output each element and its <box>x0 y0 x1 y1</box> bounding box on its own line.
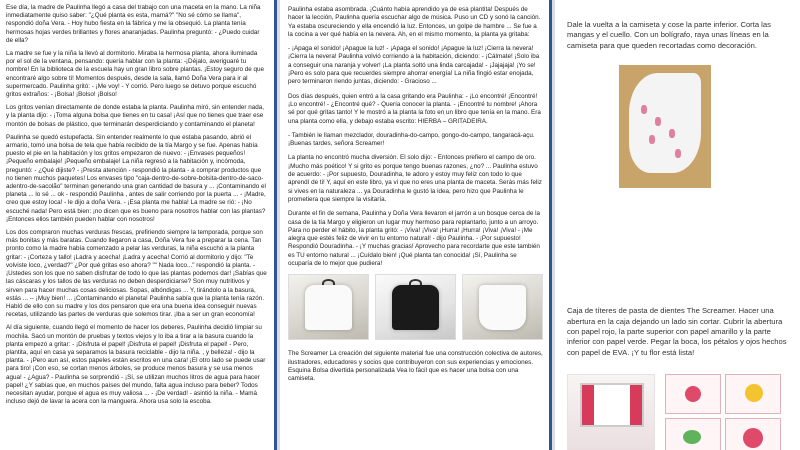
puppet-box-steps-diagram <box>665 374 783 450</box>
story-paragraph: Los gritos venían directamente de donde estaba la planta. Paulinha miró, sin entender nada, y la planta dijo: - ¡Toma alguna bolsa que tienes en tu casa! ¡Así que no tienes que traer ese montón de bolsas de plástico, que terminarán desperdiciando y contaminando el planeta! <box>6 104 264 128</box>
story-paragraph: Los dos compraron muchas verduras frescas, prefiriendo siempre la temporada, porque son más bonitas y más baratas. Cuando llegaron a casa, Doña Vera fue a preparar la cena. Tan pronto como la madre había comenzado a pelar las verduras, la niña escuchó a la planta gritar: - ¡Corteza y tallo! ¡Ladra y acecha! ¡Ladra y acecha! Corrió al dormitorio y dijo: "Te volviste loco, ¿verdad?" ¿Por qué gritas eso ahora? "" Nada loco..." respondió la planta. - ¡Ustedes son los que no saben disfrutar de todo lo que las plantas podemos dar! ¡Sabías que las cáscaras y los tallos de las verduras no deben desperdiciarse? Son muy nutritivos y sirven para hacer muchas cosas deliciosas. Sopas, albóndigas ... Y, tirándolo a la basura, estás ... -- ¡Muy bien! ... ¡Contaminando el planeta! Paulinha sabía que la planta tenía razón. Habló de ello con su madre y los dos pensaron que era una buena idea conseguir nuevas recetas, utilizando las partes de verduras que solemos tirar. ¡Iba a ser un gran economía! <box>6 229 267 319</box>
puppet-box-images <box>567 374 790 450</box>
tshirt-photo-black <box>375 274 456 340</box>
story-column-middle <box>280 0 552 450</box>
story-paragraph: Paulinha estaba asombrada. ¡Cuánto había aprendido ya de esa plantita! Después de hacer la lección, Paulinha quería escuchar algo de música. Puso un CD y sonó la canción. Ya estaba oscureciendo y ella encendió la luz. Entonces, un golpe de hambre ... Se fue a la cocina a ver qué había en la nevera. Ah, en el mismo momento, la planta ya gritaba: <box>288 6 541 38</box>
story-paragraph: Ese día, la madre de Paulinha llegó a casa del trabajo con una maceta en la mano. La niña inmediatamente quiso saber: "¿Qué planta es esta, mamá?" "No sé cómo se llama", respondió doña Vera. - Hoy hubo fiesta en la fábrica y me la obsequió. La planta tenía hermosas hojas verdes brillantes y flores anaranjadas. Paulinha preguntó: - ¿Puedo cuidar de ella? <box>6 4 261 44</box>
puppet-box-photo <box>567 374 655 450</box>
tshirt-bag-photo <box>619 65 711 188</box>
story-paragraph: - También le llaman mezclador, douradinha-do-campo, gongo-do-campo, tangaracá-açu. ¡Buenas tardes, señora Screamer! <box>288 131 535 148</box>
story-paragraph: La madre se fue y la niña la llevó al dormitorio. Miraba la hermosa planta, ahora iluminada por el sol de la ventana, pensando: quería hablar con la planta: -¡Déjalo, averiguaré tu nombre! En la biblioteca de la escuela hay un gran libro sobre plantas. ¡Estoy seguro de que encontraré algo sobre ti! Momentos después, desde la sala, llamó Doña Vera para ir al supermercado. Paulinha gritó: - ¡Me voy! - Y corrió. Pero luego se detuvo porque escuchó gritos extraños: - ¡Bolsa! ¡Bolso! ¡Bolso! <box>6 50 264 99</box>
story-paragraph: Paulinha se quedó estupefacta. Sin entender realmente lo que estaba pasando, abrió el armario, tomó una bolsa de tela que había recibido de la tía Margo y se fue. Apenas había puesto el pie en la habitación y los gritos empezaron de nuevo: - ¡Envases pequeños! ¡Pequeño embalaje! ¡Pequeño embalaje! La niña regresó a la habitación y, incómoda, preguntó: - ¿Qué dijiste? - ¡Presta atención - respondió la planta - a comprar productos que no tienen muchos paquetes! Los envases tipo "caja-dentro-de-sobre-bolsita-dentro-de-saco-adentro-de-sacolão" terminan generando una gran cantidad de basura y ... ¡Contaminando el planeta ... lo sé ... ok - respondió Paulinha , antes de salir corriendo por la puerta ... - ¡Madre, creo que estoy loca! - le dijo a doña Vera. - ¡Esa planta me habla! La madre se rió: - ¡No escuché nada! Pero está bien: ¡no dicen que es bueno para nosotros hablar con las plantas? ¡Entonces ellos también pueden hablar con nosotros! <box>6 133 266 223</box>
story-paragraph: - ¡Apaga el sonido! ¡Apague la luz! - ¡Apaga el sonido! ¡Apague la luz! ¡Cierra la nevera! ¡Cierra la nevera! Paulinha volvió corriendo a la habitación, diciendo: - ¡Cálmate! ¡Solo iba a conseguir una naranja y volver! ¡La planta soltó una linda carcajada! - ¡Jajajaja! ¡Yo se! ¡Pero es solo para que recuerdes siempre ahorrar energía! La niña fingió estar enojada, pero terminaron riendo juntas, diciendo: - Gracioso ... <box>288 45 540 86</box>
story-paragraph: La planta no encontró mucha diversión. El solo dijo: - Entonces prefiero el campo de oro. ¡Mucho más poético! Y si grito es porque tengo buenas razones, ¿no? ... Paulinha estuvo de acuerdo: - ¡Por supuesto, Douradinha, te adoro y estoy muy feliz con todo lo que aprendí de ti! Y, aquí en este libro, ya vi que no eres una planta de maceta. Serás más feliz si vives en la naturaleza ... ya Douradinha le gustó la idea, pero hizo que Paulinha le prometiera que siempre la visitaría. <box>288 154 542 203</box>
story-column-left <box>0 0 277 450</box>
story-paragraph: Dos días después, quien entró a la casa gritando era Paulinha: - ¡Lo encontré! ¡Encontré! ¡Lo encontré! - ¿Encontré qué? - Quería conocer la planta. - ¡Encontré tu nombre! ¡Ahora sé por qué gritas tanto! Y le mostró a la planta la foto en un libro que tenía en la mano. Era una planta como ella, y debajo estaba escrito: HIERBA – GRITADEIRA. <box>288 92 541 125</box>
puppet-box-instructions: Caja de títeres de pasta de dientes The Screamer. Hacer una abertura en la caja dejando un lado sin cortar. Cubrir la abertura con papel rojo, la parte superior con papel amarillo y la parte inferior con papel verde. Pegar la boca, los pétalos y ojos hechos con papel de EVA. ¡Y tu flor está lista! <box>567 306 787 357</box>
tshirt-bag-photos <box>288 274 543 340</box>
tshirt-instructions: Dale la vuelta a la camiseta y cose la parte inferior. Corta las mangas y el cuello. Con un bolígrafo, raya unas líneas en la camiseta para que queden recortadas como decoración. <box>567 20 771 50</box>
story-paragraph: Durante el fin de semana, Paulinha y Doña Vera llevaron el jarrón a un bosque cerca de la casa de la tía Margo y eligieron un lugar muy hermoso para replantarlo, junto a un arroyo. Para no perder el hábito, la planta gritó: - ¡Viva! ¡Viva! ¡Hurra! ¡Hurra! ¡Viva! ¡Viva! - ¡Me alegra que estés feliz de vivir en tu entorno natural! - dijo Paulinha. - ¡Por supuesto! Respondió Douradinha. - ¡Y muchas gracias! Aprovecho para recordarte que este también es TU entorno natural ... ¡Cuídalo bien! ¡Qué planta tan conocida! ¡Sí, Paulinha se ocuparía de lo mejor que pudiera! <box>288 210 541 268</box>
tshirt-photo-white <box>288 274 369 340</box>
credits-paragraph: The Screamer La creación del siguiente material fue una construcción colectiva de autores, ilustradores, educadores y socios que contribuyeron con sus experiencias y emociones. Esquina Bolsa divertida personalizada Vea lo fácil que es hacer una bolsa con una camiseta. <box>288 350 543 383</box>
tshirt-photo-cut <box>462 274 543 340</box>
craft-column-right <box>555 0 800 450</box>
story-paragraph: Al día siguiente, cuando llegó el momento de hacer los deberes, Paulinha decidió limpiar su mochila. Sacó un montón de pruebas y textos viejos y lo iba a tirar a la basura cuando la planta empezó a gritar: - ¡Disfruta el papel! ¡Disfruta el papel! ¡Disfruta el papel! - Pero, plantita, aquí en casa ya separamos la basura reciclable - dijo la niña. , y belleza! - dijo la planta. - ¡Pero aun así, estos papeles están escritos en una cara! ¡El otro lado se puede usar para tiro! ¡Con eso, se cortan menos árboles, se produce menos basura y se usa menos agua! - ¿Agua? - Paulinha se sorprendió - ¡Sí, se utilizan muchos litros de agua para hacer papel! ¿Y sabías que, en muchos países del mundo, falta agua incluso para beber? Todos necesitan ayudar, porque el agua es muy valiosa ... - ¡De verdad! - asintió la niña. - Mamá incluso dejó de lavar la acera con la manguera. Ahora usa solo la escoba. <box>6 324 266 406</box>
